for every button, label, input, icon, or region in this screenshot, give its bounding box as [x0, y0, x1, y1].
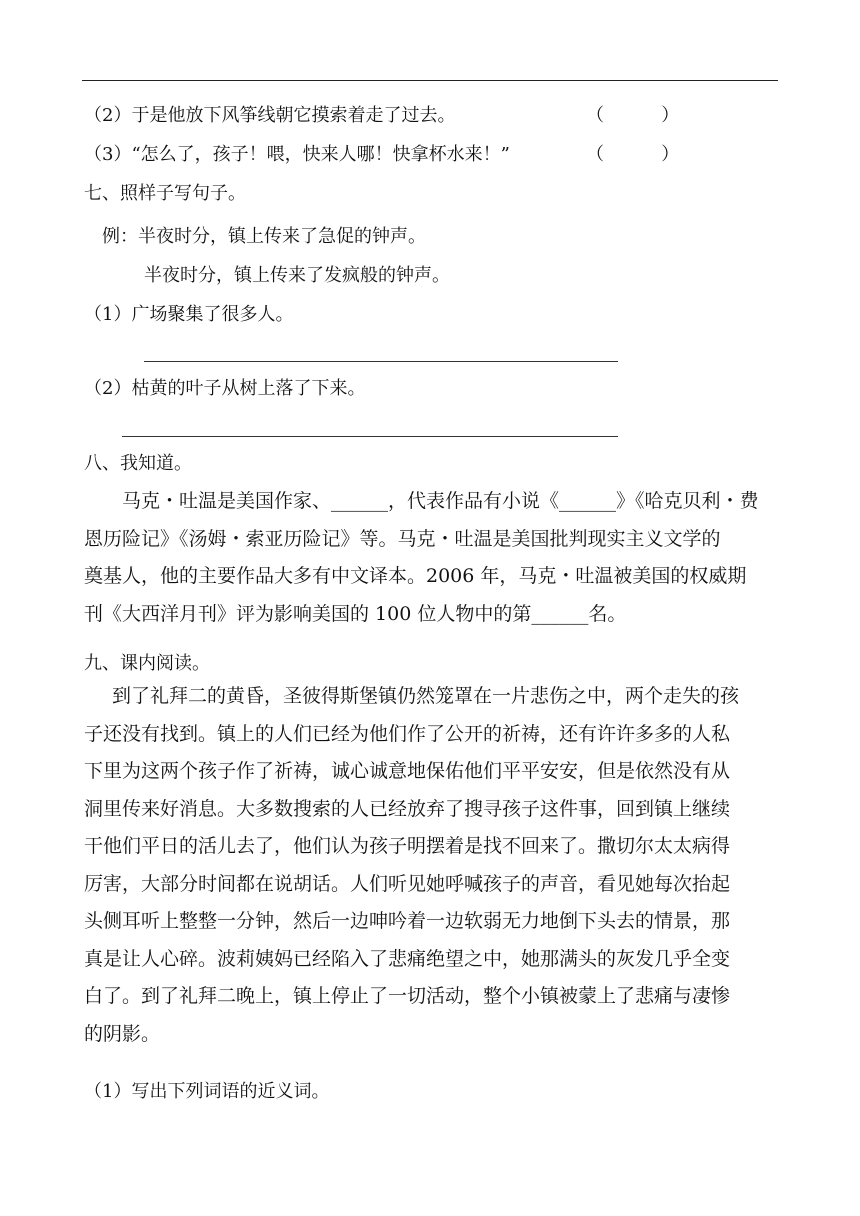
q8-line-3: 奠基人，他的主要作品大多有中文译本。2006 年，马克・吐温被美国的权威期: [84, 565, 747, 587]
q9-passage-line-2: 子还没有找到。镇上的人们已经为他们作了公开的祈祷，还有许许多多的人私: [84, 723, 731, 745]
q9-passage-line-3: 下里为这两个孩子作了祈祷，诚心诚意地保佑他们平平安安，但是依然没有从: [84, 760, 731, 782]
q7-item-2: （2）枯黄的叶子从树上落了下来。: [84, 378, 366, 399]
q9-passage-line-8: 真是让人心碎。波莉姨妈已经陷入了悲痛绝望之中，她那满头的灰发几乎全变: [84, 948, 731, 970]
q6-item-3: （3）“怎么了，孩子！喂，快来人哪！快拿杯水来！”: [84, 144, 510, 165]
header-rule: [82, 80, 778, 81]
q6-item-2-answer-paren: （ ）: [586, 105, 680, 126]
q7-item-1: （1）广场聚集了很多人。: [84, 304, 294, 325]
q9-title: 九、课内阅读。: [84, 653, 210, 674]
q9-passage-line-6: 厉害，大部分时间都在说胡话。人们听见她呼喊孩子的声音，看见她每次抬起: [84, 873, 731, 895]
q9-passage-line-1: 到了礼拜二的黄昏，圣彼得斯堡镇仍然笼罩在一片悲伤之中，两个走失的孩: [112, 685, 740, 707]
q8-line-2: 恩历险记》《汤姆・索亚历险记》等。马克・吐温是美国批判现实主义文学的: [84, 528, 721, 550]
q9-passage-line-5: 干他们平日的活儿去了，他们认为孩子明摆着是找不回来了。撒切尔太太病得: [84, 835, 731, 857]
q9-passage-line-9: 白了。到了礼拜二晚上，镇上停止了一切活动，整个小镇被蒙上了悲痛与凄惨: [84, 985, 731, 1007]
q8-title: 八、我知道。: [84, 453, 192, 474]
q7-item-2-answer-line: [122, 436, 618, 437]
q9-passage-line-7: 头侧耳听上整整一分钟，然后一边呻吟着一边软弱无力地倒下头去的情景，那: [84, 910, 731, 932]
q7-item-1-answer-line: [144, 361, 618, 362]
q7-title: 七、照样子写句子。: [84, 183, 246, 204]
q7-example-2: 半夜时分，镇上传来了发疯般的钟声。: [144, 265, 450, 286]
q8-line-1: 马克・吐温是美国作家、______，代表作品有小说《______》《哈克贝利・费: [122, 490, 759, 512]
q6-item-3-answer-paren: （ ）: [586, 144, 680, 165]
q6-item-2: （2）于是他放下风筝线朝它摸索着走了过去。: [84, 105, 456, 126]
q9-item-1: （1）写出下列词语的近义词。: [84, 1081, 330, 1102]
q8-line-4: 刊《大西洋月刊》评为影响美国的 100 位人物中的第______名。: [84, 603, 627, 625]
q9-passage-line-4: 洞里传来好消息。大多数搜索的人已经放弃了搜寻孩子这件事，回到镇上继续: [84, 798, 731, 820]
q7-example-1: 例：半夜时分，镇上传来了急促的钟声。: [102, 226, 426, 247]
q9-passage-line-10: 的阴影。: [84, 1023, 161, 1045]
